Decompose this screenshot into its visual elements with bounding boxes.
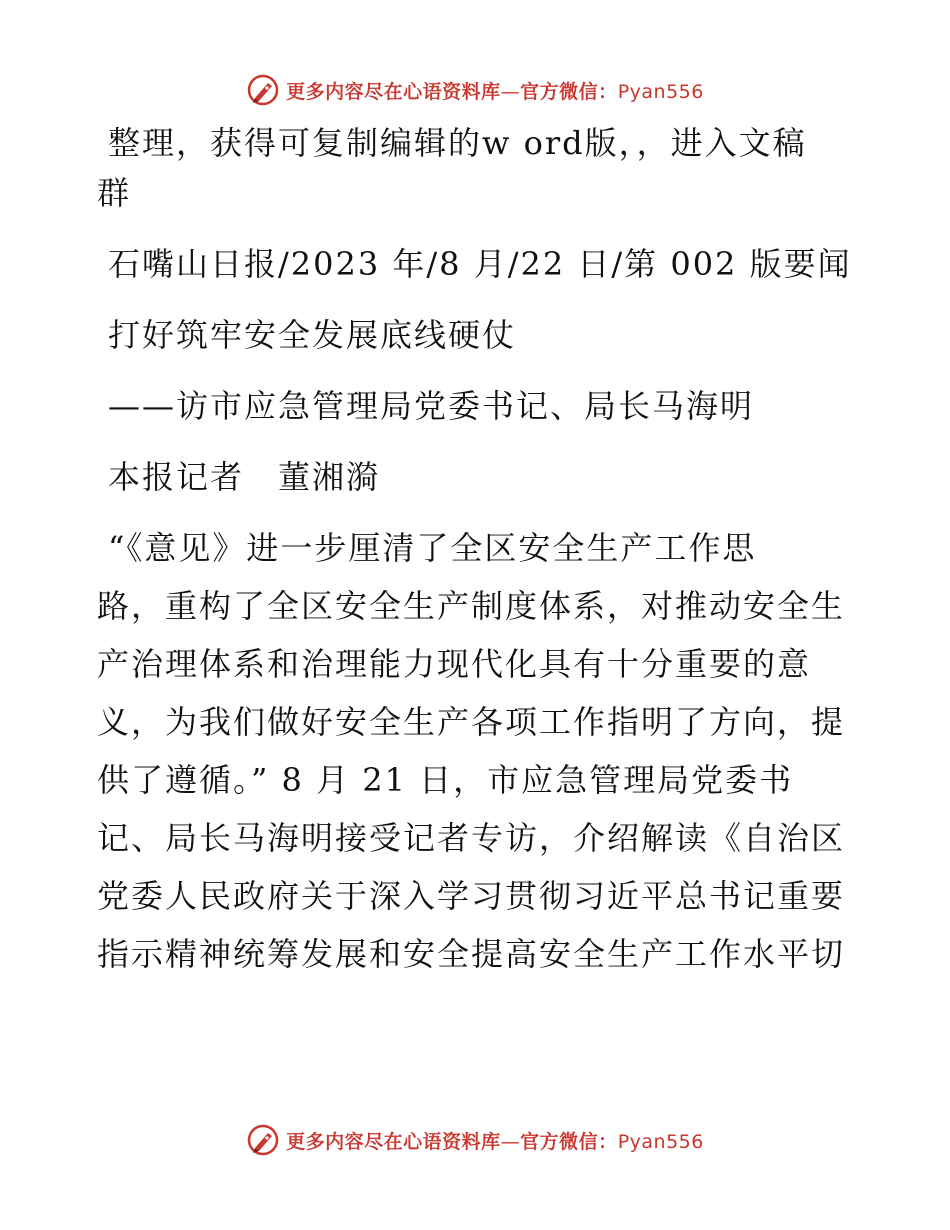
paragraph-line: 义，为我们做好安全生产各项工作指明了方向，提 [97,703,846,741]
paragraph-line: 记、局长马海明接受记者专访，介绍解读《自治区 [97,819,846,857]
headline: 打好筑牢安全发展底线硬仗 [108,316,517,354]
watermark-text: 更多内容尽在心语资料库—官方微信：Pyan556 [286,1130,704,1153]
intro-line: 整理，获得可复制编辑的w ord版，，进入文稿 [108,124,807,162]
pen-logo-icon [246,73,280,107]
source-line: 石嘴山日报/2023 年/8 月/22 日/第 002 版要闻 [108,245,852,283]
intro-line-continued: 群 [97,174,132,212]
subheadline: ——访市应急管理局党委书记、局长马海明 [108,387,755,425]
watermark-text: 更多内容尽在心语资料库—官方微信：Pyan556 [286,80,704,103]
pen-logo-icon [246,1123,280,1157]
paragraph-line: 党委人民政府关于深入学习贯彻习近平总书记重要 [97,877,846,915]
article-paragraph [97,523,857,979]
header-watermark [0,70,950,110]
paragraph-line: 路，重构了全区安全生产制度体系，对推动安全生 [97,587,846,625]
paragraph-line: 产治理体系和治理能力现代化具有十分重要的意 [97,645,812,683]
paragraph-line: 供了遵循。” 8 月 21 日，市应急管理局党委书 [97,761,794,799]
paragraph-line: “《意见》进一步厘清了全区安全生产工作思 [108,529,757,567]
byline: 本报记者 董湘漪 [108,458,381,496]
paragraph-line: 指示精神统筹发展和安全提高安全生产工作水平切 [97,935,846,973]
footer-watermark [0,1120,950,1160]
document-body [97,118,857,979]
